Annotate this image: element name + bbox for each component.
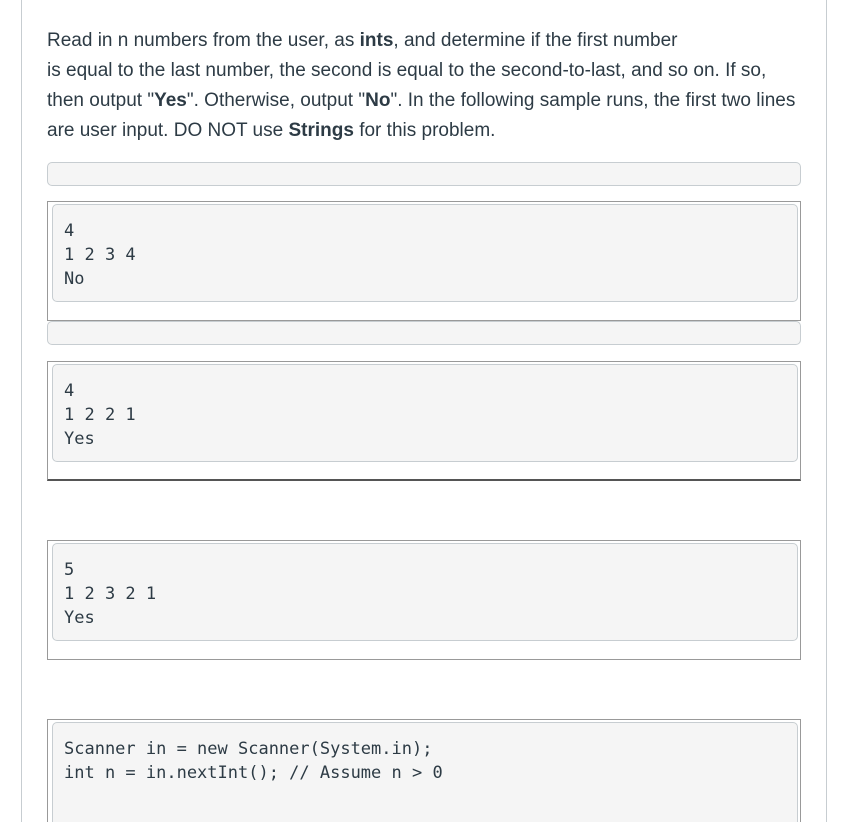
prompt-text-2: is equal to the last number, the second is equal to the second-to-last, and so on. If so, then output " xyxy=(47,60,767,111)
starter-code xyxy=(52,722,798,822)
empty-code-bar xyxy=(47,162,801,186)
sample-run-3 xyxy=(52,543,798,641)
code-line-1: Scanner in = new Scanner(System.in); xyxy=(64,739,433,759)
sample-run-2 xyxy=(52,364,798,462)
prompt-ints: ints xyxy=(359,30,394,51)
sample-2-line-2: 1 2 2 1 xyxy=(64,405,136,425)
question-prompt xyxy=(47,26,802,146)
sample-2-line-1: 4 xyxy=(64,381,75,401)
prompt-text-3: ". In the following sample runs, the first two lines are user input. DO NOT use xyxy=(47,90,796,141)
sample-2-line-3: Yes xyxy=(64,429,95,449)
sample-run-frame-1 xyxy=(47,201,801,321)
sample-1-line-3: No xyxy=(64,269,85,289)
empty-code-bar xyxy=(47,321,801,345)
sample-3-line-2: 1 2 3 2 1 xyxy=(64,584,157,604)
sample-run-1 xyxy=(52,204,798,302)
sample-3-line-1: 5 xyxy=(64,560,75,580)
starter-code-frame xyxy=(47,719,801,822)
prompt-yes: Yes xyxy=(154,90,187,111)
sample-1-line-2: 1 2 3 4 xyxy=(64,245,136,265)
prompt-text-1b: , and determine if the first number xyxy=(393,30,678,51)
sample-3-line-3: Yes xyxy=(64,608,95,628)
code-line-2: int n = in.nextInt(); // Assume n > 0 xyxy=(64,763,443,783)
prompt-no: No xyxy=(365,90,391,111)
prompt-strings: Strings xyxy=(288,120,354,141)
prompt-text-end: for this problem. xyxy=(353,120,496,141)
sample-run-frame-3 xyxy=(47,540,801,660)
prompt-text-mid: ". Otherwise, output " xyxy=(186,90,366,111)
sample-1-line-1: 4 xyxy=(64,221,75,241)
sample-run-frame-2 xyxy=(47,361,801,481)
prompt-text-1: Read in n numbers from the user, as xyxy=(47,30,360,51)
page-left-border xyxy=(21,0,22,822)
page-right-border xyxy=(826,0,827,822)
question-content xyxy=(47,26,802,146)
